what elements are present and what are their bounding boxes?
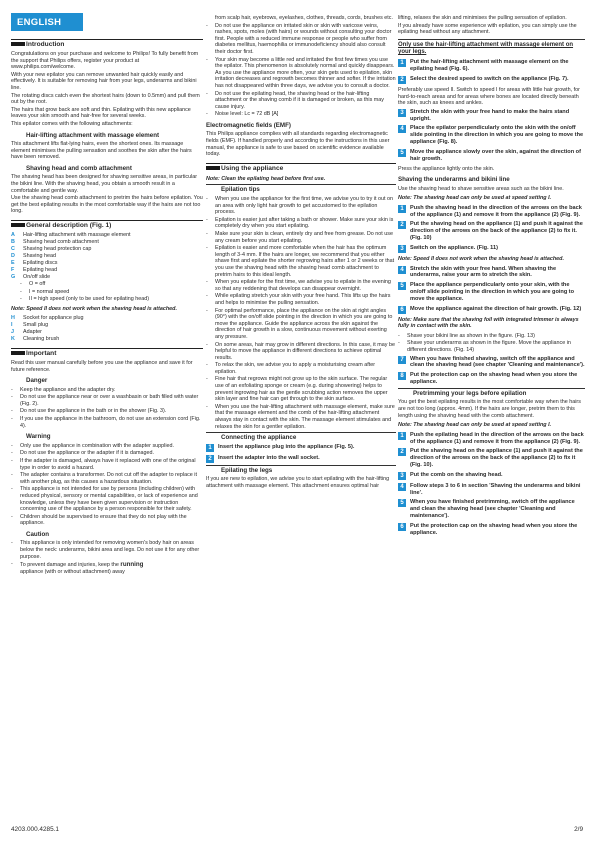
danger-list bbox=[11, 387, 203, 430]
list-item: - Your skin may become a little red and irritated the first few times you use the epilator. This phenomenon is absolutely normal and quickly disappears. As you use the appliance more often, your skin gets used to epilation, skin irritation decreases and regrowth becomes thinner and softer. If the irritation has not disappeared within three days, we advise you to consult a doctor. bbox=[206, 57, 396, 90]
list-item: D Shaving head bbox=[11, 253, 56, 260]
subheading: Caution bbox=[26, 530, 50, 538]
list-item: - On some areas, hair may grow in different directions. In this case, it may be helpful to move the appliance in different directions to achieve optimal results. bbox=[206, 342, 396, 362]
step: 4 Stretch the skin with your free hand. When shaving the underarms, raise your arm to stretch the skin. bbox=[398, 266, 585, 280]
list-item: J Adapter bbox=[11, 329, 42, 336]
list-item: - Do not use the appliance or the adapter if it is damaged. bbox=[11, 450, 203, 457]
section-general-description: General description (Fig. 1) bbox=[11, 220, 203, 230]
list-item: - Do not use the appliance in the bath or in the shower (Fig. 3). bbox=[11, 408, 203, 415]
parts-list bbox=[11, 232, 203, 281]
subheading: Danger bbox=[26, 377, 48, 385]
list-item: - Shave your underarms as shown in the figure. Move the appliance in different directions. (Fig. 14) bbox=[398, 340, 585, 353]
list-item: - When you epilate for the first time, we advise you to epilate in the evening so that any reddening that develops can disappear overnight. bbox=[206, 279, 396, 292]
step: 5 When you have finished pretrimming, switch off the appliance and clean the shaving head (see chapter 'Cleaning and maintenance'). bbox=[398, 499, 585, 519]
section-important: Important bbox=[11, 348, 203, 358]
list-item: - Epilation is easier and more comfortable when the hair has the optimum length of 3-4 mm. If the hairs are longer, we recommend that you either shave first and epilate the shorter regrowing hairs after 1 or 2 weeks or that you use the shaving head with the shaving head comb attachment to pretrim hairs to this ideal length. bbox=[206, 245, 396, 278]
paragraph: The hairs that grow back are soft and thin. Epilating with this new appliance leaves your skin smooth and hair-free for several weeks. bbox=[11, 106, 191, 120]
paragraph: With your new epilator you can remove unwanted hair quickly easily and effectively. It is suitable for removing hair from your legs, underarms and bikini line. bbox=[11, 71, 197, 91]
list-item: K Cleaning brush bbox=[11, 336, 60, 343]
language-header: ENGLISH bbox=[11, 13, 83, 31]
paragraph: The rotating discs catch even the shortest hairs (down to 0.5mm) and pull them out by the root. bbox=[11, 92, 200, 106]
subheading: Warning bbox=[26, 433, 51, 441]
warning-list bbox=[11, 443, 203, 527]
list-item: - Only use the appliance in combination with the adapter supplied. bbox=[11, 443, 203, 450]
step: 7 When you have finished shaving, switch off the appliance and clean the shaving head (see chapter 'Cleaning and maintenance'). bbox=[398, 356, 585, 370]
subheading: Shaving the underarms and bikini line bbox=[398, 176, 510, 184]
caution-list-cont bbox=[206, 23, 396, 118]
list-item: - Shave your bikini line as shown in the figure. (Fig. 13) bbox=[398, 333, 585, 340]
paragraph: Press the appliance lightly onto the skin. bbox=[398, 165, 495, 172]
list-item: - The adapter contains a transformer. Do not cut off the adapter to replace it with another plug, as this causes a hazardous situation. bbox=[11, 472, 203, 485]
step: 2 Insert the adapter into the wall socket. bbox=[206, 455, 396, 463]
list-item: - To prevent damage and injuries, keep the running appliance (with or without attachment) away bbox=[11, 561, 203, 575]
step: 3 Put the comb on the shaving head. bbox=[398, 472, 585, 480]
step: 1 Insert the appliance plug into the appliance (Fig. 5). bbox=[206, 444, 396, 452]
list-item: - To relax the skin, we advise you to apply a moisturising cream after epilation. bbox=[206, 362, 396, 375]
paragraph: This Philips appliance complies with all standards regarding electromagnetic fields (EMF). If handled properly and according to the instructions in this user manual, the appliance is safe to use based on scientific evidence available today. bbox=[206, 131, 390, 158]
list-item: C Shaving head protection cap bbox=[11, 246, 92, 253]
list-item: H Socket for appliance plug bbox=[11, 315, 84, 322]
paragraph: You get the best epilating results in the most comfortable way when the hairs are not too long (approx. 4mm). If the hairs are longer, pretrim them to this length using the shaving head with the comb attachment. bbox=[398, 399, 581, 419]
list-item: - When you use the hair-lifting attachment with massage element, make sure that the massage element and the comb of the hair-lifting attachment always stay in contact with the skin. The massage element stimulates and relaxes the skin for a gentler epilation. bbox=[206, 404, 396, 430]
note: Note: Make sure that the shaving foil with integrated trimmer is always fully in contact with the skin. bbox=[398, 316, 579, 330]
paragraph: from scalp hair, eyebrows, eyelashes, clothes, threads, cords, brushes etc. bbox=[215, 15, 393, 21]
list-item: - Noise level: Lc = 72 dB [A] bbox=[206, 111, 396, 118]
step: 1 Push the shaving head in the direction of the arrows on the back of the appliance (1) and remove it from the appliance (2) (Fig. 9). bbox=[398, 205, 585, 219]
subheading: Epilation tips bbox=[221, 186, 396, 194]
shave-list bbox=[398, 333, 585, 354]
step: 3 Stretch the skin with your free hand to make the hairs stand upright. bbox=[398, 109, 585, 123]
paragraph: Use the shaving head to shave sensitive areas such as the bikini line. bbox=[398, 185, 564, 192]
column-1 bbox=[11, 13, 203, 576]
list-item: - This appliance is only intended for removing women's body hair on areas below the neck: underarms, bikini area and legs. Do not use it for any other purpose. bbox=[11, 540, 203, 560]
list-item: - While epilating stretch your skin with your free hand. This lifts up the hairs and helps to minimise the pulling sensation. bbox=[206, 293, 396, 306]
step: 2 Put the shaving head on the appliance (1) and push it against the direction of the arrows on the back of the appliance (2) to fix it. (Fig. 10) bbox=[398, 221, 585, 241]
step: 8 Put the protection cap on the shaving head when you store the appliance. bbox=[398, 372, 585, 386]
list-item: - If you use the appliance in the bathroom, do not use an extension cord (Fig. 4). bbox=[11, 416, 203, 429]
list-item: E Epilating discs bbox=[11, 260, 58, 266]
section-introduction bbox=[11, 39, 203, 49]
step: 6 Put the protection cap on the shaving head when you store the appliance. bbox=[398, 523, 585, 537]
note: Note: The shaving head can only be used at speed setting I. bbox=[398, 422, 552, 429]
list-item: - When you use the appliance for the first time, we advise you to try it out on an area with only light hair growth to get accustomed to the epilation process. bbox=[206, 196, 396, 216]
step: 3 Switch on the appliance. (Fig. 11) bbox=[398, 245, 585, 253]
boxed-note: Only use the hair-lifting attachment with massage element on your legs. bbox=[398, 39, 585, 57]
list-item: A Hair-lifting attachment with massage element bbox=[11, 232, 131, 239]
step-number: 2 bbox=[206, 455, 214, 463]
step: 1 Put the hair-lifting attachment with massage element on the epilating head (Fig. 6). bbox=[398, 59, 585, 73]
list-item: - Do not use the appliance on irritated skin or skin with varicose veins, rashes, spots, moles (with hairs) or wounds without consulting your doctor first. People with a reduced immune response or people who suffer from diabetes mellitus, haemophilia or immunodeficiency should also consult their doctor first. bbox=[206, 23, 396, 56]
subheading: Electromagnetic fields (EMF) bbox=[206, 121, 291, 129]
step: 5 Move the appliance slowly over the skin, against the direction of hair growth. bbox=[398, 149, 585, 163]
list-item: - Fine hair that regrows might not grow up to the skin surface. The regular use of an exfoliating sponge or cream (e.g. during showering) helps to prevent ingrowing hair as the gentle scrubbing action removes the upper skin layer and fine hair can get through to the skin surface. bbox=[206, 376, 396, 402]
list-item: F Epilating head bbox=[11, 266, 58, 273]
list-item: - O = off bbox=[20, 281, 203, 288]
paragraph: This epilator comes with the following attachments: bbox=[11, 120, 133, 127]
list-item: G On/off slide bbox=[11, 273, 51, 280]
list-item: B Shaving head comb attachment bbox=[11, 239, 99, 246]
step: 4 Follow steps 3 to 6 in section 'Shaving the underarms and bikini line'. bbox=[398, 483, 585, 497]
step: 2 Select the desired speed to switch on the appliance (Fig. 7). bbox=[398, 76, 585, 84]
page-number: 2/9 bbox=[574, 826, 583, 833]
list-item: - I = normal speed bbox=[20, 289, 203, 296]
note: Note: Speed II does not work when the shaving head is attached. bbox=[398, 255, 564, 262]
step-number: 1 bbox=[206, 444, 214, 452]
paragraph: Read this user manual carefully before you use the appliance and save it for future reference. bbox=[11, 359, 193, 373]
subheading: Hair-lifting attachment with massage element bbox=[26, 131, 160, 139]
paragraph: This attachment lifts flat-lying hairs, even the shortest ones. Its massage element minimises the pulling sensation and soothes the skin after the hairs have been removed. bbox=[11, 141, 192, 161]
list-item: - Keep the appliance and the adapter dry. bbox=[11, 387, 203, 394]
subheading: Shaving head and comb attachment bbox=[26, 164, 132, 172]
list-item: - If the adapter is damaged, always have it replaced with one of the original type in order to avoid a hazard. bbox=[11, 458, 203, 471]
step: 4 Place the epilator perpendicularly onto the skin with the on/off slide pointing in the direction in which you are going to move the appliance (Fig. 8). bbox=[398, 125, 585, 145]
section-title: Introduction bbox=[26, 41, 65, 48]
column-2 bbox=[206, 15, 396, 491]
list-item: - Do not use the appliance near or over a washbasin or bath filled with water (Fig. 2). bbox=[11, 394, 203, 407]
caution-list bbox=[11, 540, 203, 575]
note: Note: The shaving head can only be used at speed setting I. bbox=[398, 195, 552, 202]
paragraph: Use the shaving head comb attachment to pretrim the hairs before epilation. You get the best epilating results in the most comfortable way if the hairs are not too long. bbox=[11, 195, 203, 215]
tips-list bbox=[206, 196, 396, 430]
list-item: - Children should be supervised to ensure that they do not play with the appliance. bbox=[11, 514, 203, 527]
paragraph: Congratulations on your purchase and welcome to Philips! To fully benefit from the support that Philips offers, register your product at www.philips.com/welcome. bbox=[11, 51, 199, 71]
paragraph: If you are new to epilation, we advise you to start epilating with the hair-lifting attachment with massage element. This attachment ensures optimal hair bbox=[206, 476, 390, 489]
note: Note: Clean the epilating head before first use. bbox=[206, 175, 326, 182]
list-item: - Do not use the epilating head, the shaving head or the hair-lifting attachment or the shaving comb if it is damaged or broken, as this may cause injury. bbox=[206, 91, 396, 111]
list-item: - This appliance is not intended for use by persons (including children) with reduced physical, sensory or mental capabilities, or lack of experience and knowledge, unless they have been given supervision or instruction concerning use of the appliance by a person responsible for their safety. bbox=[11, 486, 203, 512]
step: 2 Put the shaving head on the appliance (1) and push it against the direction of the arrows on the back of the appliance (2) to fix it (Fig. 10). bbox=[398, 448, 585, 468]
subheading: Epilating the legs bbox=[221, 467, 396, 475]
paragraph: lifting, relaxes the skin and minimises the pulling sensation of epilation. bbox=[398, 15, 567, 21]
step: 6 Move the appliance against the direction of hair growth. (Fig. 12) bbox=[398, 306, 585, 314]
step: 5 Place the appliance perpendicularly onto your skin, with the on/off slide pointing in the direction in which you are going to move the appliance. bbox=[398, 282, 585, 302]
list-item: I Small plug bbox=[11, 322, 49, 329]
paragraph: The shaving head has been designed for shaving sensitive areas, in particular the bikini line. With the shaving head, you obtain a smooth result in a comfortable and gentle way. bbox=[11, 174, 198, 194]
parts-list-2 bbox=[11, 315, 203, 343]
paragraph: If you already have some experience with epilation, you can simply use the epilating head without any attachment. bbox=[398, 22, 577, 36]
paragraph: Preferably use speed II. Switch to speed I for areas with little hair growth, for hard-to-reach areas and for areas where bones are located directly beneath the skin, such as knees and ankles. bbox=[398, 87, 580, 107]
list-item: - II = high speed (only to be used for epilating head) bbox=[20, 296, 203, 303]
list-item: - Epilation is easier just after taking a bath or shower. Make sure your skin is completely dry when you start epilating. bbox=[206, 217, 396, 230]
subheading: Connecting the appliance bbox=[221, 434, 396, 442]
note: Note: Speed II does not work when the shaving head is attached. bbox=[11, 305, 177, 312]
step: 1 Push the epilating head in the direction of the arrows on the back of the appliance (1) and remove it from the appliance (2) (Fig. 9). bbox=[398, 432, 585, 446]
speed-list bbox=[11, 281, 203, 303]
subheading: Pretrimming your legs before epilation bbox=[413, 390, 585, 398]
list-item: - For optimal performance, place the appliance on the skin at right angles (90°) with the on/off slide pointing in the direction in which you are going to move the appliance. Guide the appliance across the skin against the direction of hair growth in a slow, continuous movement without exerting any pressure. bbox=[206, 308, 396, 341]
column-3 bbox=[398, 15, 585, 539]
list-item: - Make sure your skin is clean, entirely dry and free from grease. Do not use any cream before you start epilating. bbox=[206, 231, 396, 244]
document-code: 4203.000.4285.1 bbox=[11, 826, 59, 833]
section-using: Using the appliance bbox=[206, 163, 396, 173]
